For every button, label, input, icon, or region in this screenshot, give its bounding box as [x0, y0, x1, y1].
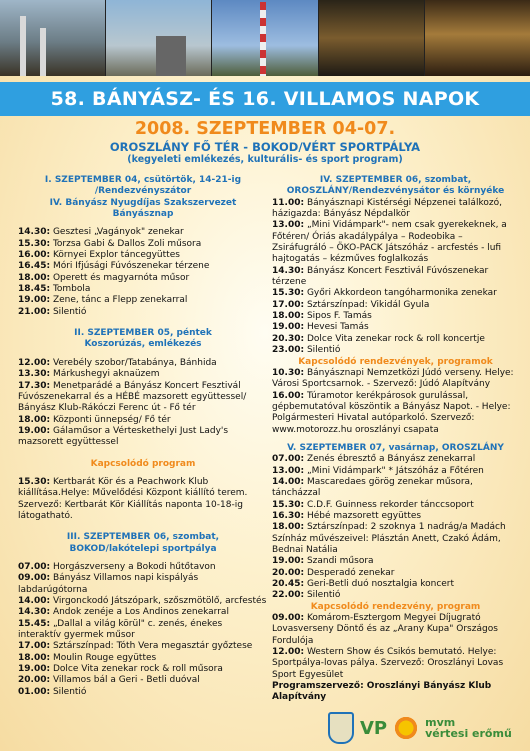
sun-logo-icon [393, 715, 419, 741]
program-time: 15.30: [272, 499, 305, 510]
program-time: 14.00: [18, 596, 51, 606]
program-item [272, 345, 519, 356]
program-text: Márkushegyi aknaüzem [50, 369, 160, 380]
program-time: 18.00: [272, 522, 305, 533]
program-item [272, 613, 519, 647]
event-date: 2008. SZEPTEMBER 04-07. [134, 119, 396, 139]
photo-strip [0, 0, 530, 76]
program-item [272, 568, 519, 579]
program-item [18, 250, 268, 261]
program-time: 21.00: [18, 306, 51, 317]
program-text: Silentió [50, 686, 87, 697]
program-item [18, 687, 268, 698]
program-item [272, 590, 519, 601]
program-item [272, 311, 519, 322]
program-time: 13.00: [272, 220, 305, 231]
program-text: Dolce Vita zenekar rock & roll koncertje [304, 333, 485, 344]
program-time: 01.00: [18, 686, 51, 697]
program-time: 14.00: [272, 476, 305, 487]
program-item [18, 641, 268, 652]
program-time: 23.00: [272, 345, 305, 356]
section-heading: III. SZEPTEMBER 06, szombat, [66, 532, 220, 543]
program-item [18, 415, 268, 426]
program-time: 17.30: [18, 380, 51, 391]
program-text: Torzsa Gabi & Dallos Zoli műsora [50, 238, 202, 249]
photo-miners [425, 0, 530, 76]
program-text: Mascaredaes görög zenekar műsora, táncházzal [272, 476, 473, 499]
program-time: 19.00: [272, 556, 305, 567]
section-subheading: BOKOD/lakótelepi sportpálya [69, 543, 217, 554]
program-item [18, 607, 268, 618]
program-time: 14.30: [18, 607, 51, 618]
program-time: 15.30: [18, 476, 51, 487]
program-item [18, 664, 268, 675]
event-title: 58. BÁNYÁSZ- ÉS 16. VILLAMOS NAPOK [50, 88, 480, 110]
program-time: 16.00: [18, 250, 51, 261]
program-time: 12.00: [272, 647, 305, 658]
program-time: 20.45: [272, 579, 305, 590]
program-text: Gesztesi „Vagányok" zenekar [50, 227, 184, 238]
program-text: Geri-Betli duó nosztalgia koncert [304, 579, 455, 590]
program-item [272, 522, 519, 556]
section-subheading: IV. Bányász Nyugdíjas Szakszervezet Bányásznap [49, 197, 237, 220]
program-text: Központi ünnepség/ Fő tér [50, 414, 171, 425]
program-item [272, 334, 519, 345]
program-time: 20.30: [272, 333, 305, 344]
program-item [18, 426, 268, 449]
program-time: 12.00: [18, 357, 51, 368]
program-item [18, 239, 268, 250]
program-text: Andok zenéje a Los Andinos zenekarral [50, 607, 229, 618]
organizer: Programszervező: Oroszlányi Bányász Klub Alapítvány [272, 681, 492, 703]
program-item [272, 266, 519, 289]
program-time: 18.00: [18, 414, 51, 425]
event-venue: OROSZLÁNY FŐ TÉR - BOKOD/VÉRT SPORTPÁLYA [109, 140, 421, 154]
program-text: Környei Explor táncegyüttes [50, 250, 180, 261]
program-text: Sztárszínpad: 2 szoknya 1 nadrág/a Madách Színház művészeivel: Plásztán Anett, Czakó Ádám, Bednai Natália [272, 522, 506, 555]
program-text: Móri Ifjúsági Fúvószenekar térzene [50, 261, 210, 272]
program-time: 16.30: [272, 510, 305, 521]
program-item [272, 368, 519, 391]
program-text: Túramotor kerékpárosok gurulással, gépbemutatóval köszöntik a Bányász Napot. - Helye: Polgármesteri Hivatal autóparkoló. Szervező: www.motorozz.hu oroszlányi csapata [272, 390, 511, 435]
program-item [18, 307, 268, 318]
program-text: Sztárszínpad: Vikidál Gyula [304, 299, 430, 310]
program-item [18, 369, 268, 380]
event-subtitle: (kegyeleti emlékezés, kulturális- és sport program) [127, 154, 403, 165]
program-item [272, 477, 519, 500]
program-text: Horgászverseny a Bokodi hűtőtavon [50, 561, 216, 572]
program-item [272, 466, 519, 477]
program-text: „Mini Vidámpark"- nem csak gyerekeknek, a Főtéren/ Óriás akadálypálya – Rodeobika – Zsiráfugráló – ÖKO-PACK Játszóház - arcfestés - lufi hajtogatás – kézműves foglalkozás [272, 220, 507, 265]
photo-chimney [212, 0, 318, 76]
vp-logo: VP [360, 717, 388, 739]
program-text: Kertbarát Kör és a Peachwork Klub kiállítása.Helye: Művelődési Központ kiállító terem. Szervező: Kertbarát Kör Kiállítás naponta 10-18-ig látogatható. [18, 476, 248, 521]
program-item [272, 300, 519, 311]
program-item [272, 322, 519, 333]
program-text: Villamos bál a Geri - Betli duóval [50, 675, 200, 686]
program-time: 13.30: [18, 369, 51, 380]
program-text: Operett és magyarnóta műsor [50, 272, 190, 283]
program-item [18, 227, 268, 238]
program-time: 07.00: [18, 561, 51, 572]
program-item [18, 675, 268, 686]
program-text: Silentió [304, 345, 341, 356]
program-text: Menetparádé a Bányász Koncert Fesztivál Fúvószenekarral és a HÉBÉ mazsorett együttessel/ Bányász Klub-Rákóczi Ferenc út - Fő tér [18, 380, 247, 414]
program-time: 14.30: [18, 227, 51, 238]
photo-industrial-site [106, 0, 212, 76]
program-text: Western Show és Csikós bemutató. Helye: Sportpálya-lovas pálya. Szervező: Oroszlányi Lovas Sport Egyesület [272, 647, 504, 680]
program-text: Virgonckodó Játszópark, szőszmötölő, arcfestés [50, 596, 267, 606]
program-item [272, 288, 519, 299]
program-item [272, 556, 519, 567]
program-time: 17.00: [272, 299, 305, 310]
program-text: Győri Akkordeon tangóharmonika zenekar [304, 288, 497, 299]
program-time: 22.00: [272, 590, 305, 601]
program-time: 20.00: [272, 567, 305, 578]
program-text: Bányász Villamos napi kispályás labdarúgótorna [18, 573, 199, 595]
program-item [18, 562, 268, 573]
program-time: 10.30: [272, 367, 305, 378]
program-time: 09.00: [272, 613, 305, 624]
program-left-column [18, 175, 268, 698]
program-item [272, 511, 519, 522]
program-text: Verebély szobor/Tatabánya, Bánhida [50, 357, 217, 368]
coat-of-arms-icon [328, 712, 354, 744]
program-text: Bányásznapi Nemzetközi Júdó verseny. Helye: Városi Sportcsarnok. - Szervező: Júdó Alapítvány [272, 367, 514, 390]
program-time: 15.30: [18, 238, 51, 249]
program-text: Silentió [50, 306, 87, 317]
mvm-logo: mvm vértesi erőmű [425, 716, 512, 740]
program-text: Hébé mazsorett együttes [304, 510, 422, 521]
program-text: Dolce Vita zenekar rock & roll műsora [50, 664, 223, 675]
program-text: Szandi műsora [304, 556, 374, 567]
program-text: „Dallal a világ körül" c. zenés, énekes interaktív gyermek műsor [18, 618, 223, 641]
program-item [18, 381, 268, 415]
program-item [18, 261, 268, 272]
program-text: Hevesi Tamás [304, 322, 369, 333]
title-banner [0, 82, 530, 116]
program-time: 18.00: [272, 311, 305, 322]
program-text: C.D.F. Guinness rekorder tánccsoport [304, 499, 474, 510]
section-heading: V. SZEPTEMBER 07, vasárnap, OROSZLÁNY [287, 442, 504, 453]
photo-power-plant [0, 0, 106, 76]
program-item [18, 295, 268, 306]
program-time: 19.00: [18, 425, 51, 436]
program-item [18, 596, 268, 607]
program-text: Sztárszínpad: Tóth Vera megasztár győztese [50, 641, 253, 652]
program-time: 19.00: [18, 295, 51, 306]
program-text: Zenés ébresztő a Bányász zenekarral [304, 454, 476, 465]
program-time: 20.00: [18, 675, 51, 686]
program-time: 18.00: [18, 652, 51, 663]
program-text: Moulin Rouge együttes [50, 652, 157, 663]
program-time: 15.30: [272, 288, 305, 299]
program-text: Sipos F. Tamás [304, 311, 372, 322]
program-text: Komárom-Esztergom Megyei Díjugrató Lovasverseny Döntő és az „Arany Kupa" Országos Fordulója [272, 613, 498, 646]
program-text: Desperadó zenekar [304, 567, 395, 578]
program-text: Bányász Koncert Fesztivál Fúvószenekar térzene [272, 265, 489, 288]
program-text: Gálaműsor a Vérteskethelyi Just Lady's mazsorett együttessel [18, 425, 229, 448]
program-time: 18.00: [18, 272, 51, 283]
sponsor-logos [328, 710, 528, 746]
program-item [18, 273, 268, 284]
section-heading: II. SZEPTEMBER 05, péntek [74, 328, 212, 339]
program-item [18, 619, 268, 642]
photo-mine-tunnel [319, 0, 425, 76]
program-item [272, 500, 519, 511]
program-item [272, 220, 519, 265]
program-text: Tombola [50, 284, 91, 295]
program-time: 16.00: [272, 390, 305, 401]
program-time: 19.00: [18, 664, 51, 675]
program-text: Bányásznapi Kistérségi Népzenei találkozó, házigazda: Bányász Népdalkör [272, 197, 502, 220]
related-program-heading: Kapcsolódó program [90, 458, 196, 469]
program-time: 15.45: [18, 618, 51, 629]
program-item [272, 454, 519, 465]
program-text: Zene, tánc a Flepp zenekarral [50, 295, 188, 306]
section-heading: I. SZEPTEMBER 04, csütörtök, 14-21-ig /Rendezvényszátor [44, 175, 242, 197]
section-subheading: Koszorúzás, emlékezés [84, 339, 202, 350]
related-program-heading: Kapcsolódó rendezvények, programok [298, 356, 493, 367]
program-item [18, 477, 268, 522]
related-program-heading: Kapcsolódó rendezvény, program [310, 601, 481, 612]
program-item [18, 358, 268, 369]
program-item [18, 284, 268, 295]
program-time: 11.00: [272, 197, 305, 208]
program-text: „Mini Vidámpark" * Játszóház a Főtéren [304, 465, 484, 476]
program-time: 13.00: [272, 465, 305, 476]
program-item [18, 573, 268, 596]
program-time: 18.45: [18, 284, 51, 295]
program-time: 19.00: [272, 322, 305, 333]
program-right-column [272, 175, 519, 704]
program-item [272, 198, 519, 221]
program-time: 16.45: [18, 261, 51, 272]
program-item [272, 391, 519, 436]
program-text: Silentió [304, 590, 341, 601]
program-item [272, 579, 519, 590]
program-time: 09.00: [18, 573, 51, 584]
program-time: 14.30: [272, 265, 305, 276]
program-item [272, 647, 519, 681]
section-heading: IV. SZEPTEMBER 06, szombat, OROSZLÁNY/Rendezvénysátor és környéke [286, 175, 505, 197]
program-time: 07.00: [272, 454, 305, 465]
program-time: 17.00: [18, 641, 51, 652]
program-item [18, 653, 268, 664]
